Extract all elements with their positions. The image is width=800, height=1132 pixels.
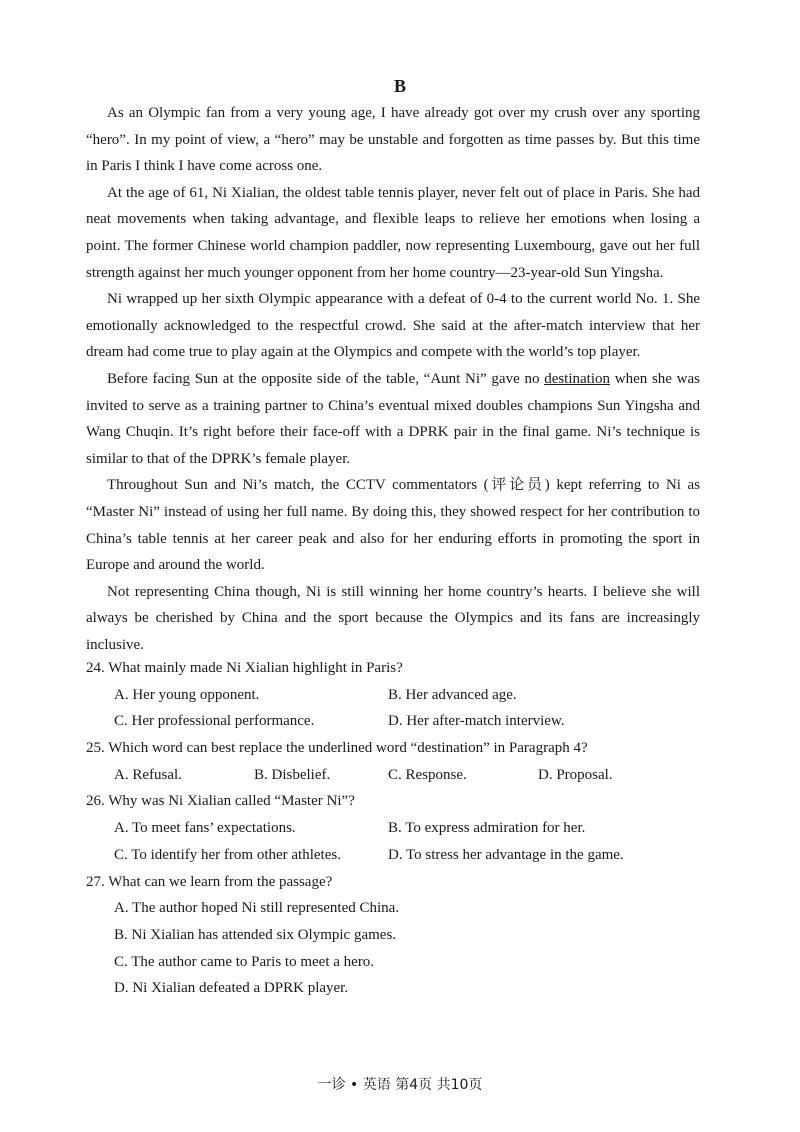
paragraph-6: Not representing China though, Ni is still winning her home country’s hearts. I believe she will always be cherished by China and the sport because the Olympics and its fans are increasingly inclusive. (86, 583, 700, 653)
question-list (86, 655, 700, 1002)
underlined-word: destination (544, 370, 611, 387)
question-26 (86, 788, 700, 868)
section-title: B (393, 76, 406, 96)
paragraph-5: Throughout Sun and Ni’s match, the CCTV commentators (评论员) kept referring to Ni as “Master Ni” instead of using her full name. By doing this, they showed respect for her contribution to China’s table tennis at her career peak and also for her enduring efforts in promoting the sport in Europe and around the world. (86, 477, 700, 574)
option-a[interactable]: A. To meet fans’ expectations. (114, 820, 296, 837)
paragraph-4-text-a: Before facing Sun at the opposite side of the table, “Aunt Ni” gave no (107, 370, 545, 387)
option-b[interactable]: B. Her advanced age. (388, 686, 517, 703)
option-c[interactable]: C. To identify her from other athletes. (114, 846, 341, 863)
reading-passage (86, 100, 700, 658)
paragraph-3: Ni wrapped up her sixth Olympic appearance with a defeat of 0-4 to the current world No. 1. She emotionally acknowledged to the respectful crowd. She said at the after-match interview that her dream had come true to play again at the Olympics and compete with the world’s top player. (86, 291, 700, 361)
paragraph-4 (86, 366, 700, 472)
option-d[interactable]: D. To stress her advantage in the game. (388, 846, 624, 863)
option-row (86, 922, 700, 949)
question-27 (86, 869, 700, 1002)
paragraph-1: As an Olympic fan from a very young age, I have already got over my crush over any sporting “hero”. In my point of view, a “hero” may be unstable and forgotten as time passes by. But this time in Paris I think I have come across one. (86, 105, 700, 175)
question-stem: 26. Why was Ni Xialian called “Master Ni”? (86, 793, 355, 810)
option-row (86, 842, 700, 869)
option-d[interactable]: D. Her after-match interview. (388, 713, 565, 730)
page-footer: 一诊 • 英语 第4页 共10页 (317, 1077, 483, 1093)
option-a[interactable]: A. The author hoped Ni still represented China. (114, 900, 400, 917)
option-c[interactable]: C. Her professional performance. (114, 713, 315, 730)
question-stem: 25. Which word can best replace the underlined word “destination” in Paragraph 4? (86, 740, 588, 757)
option-b[interactable]: B. To express admiration for her. (388, 820, 586, 837)
option-a[interactable]: A. Refusal. (114, 766, 182, 783)
question-stem: 24. What mainly made Ni Xialian highlight in Paris? (86, 660, 403, 676)
option-c[interactable]: C. The author came to Paris to meet a hero. (114, 953, 375, 970)
option-d[interactable]: D. Proposal. (538, 766, 613, 783)
option-row (86, 949, 700, 976)
question-25 (86, 735, 700, 788)
option-row (86, 975, 700, 1002)
option-row (86, 762, 700, 789)
paragraph-2: At the age of 61, Ni Xialian, the oldest table tennis player, never felt out of place in Paris. She had neat movements when taking advantage, and flexible leaps to relieve her emotions when losing a point. The former Chinese world champion paddler, now representing Luxembourg, gave out her full strength against her much younger opponent from her home country—23-year-old Sun Yingsha. (86, 184, 700, 281)
option-d[interactable]: D. Ni Xialian defeated a DPRK player. (114, 980, 349, 997)
option-row (86, 895, 700, 922)
option-row (86, 815, 700, 842)
option-a[interactable]: A. Her young opponent. (114, 686, 260, 703)
question-24 (86, 655, 700, 735)
option-b[interactable]: B. Ni Xialian has attended six Olympic games. (114, 926, 397, 943)
paragraph-4-text-b: when she was invited to serve as a training partner to China’s eventual mixed doubles champions Sun Yingsha and Wang Chuqin. It’s right before their face-off with a DPRK pair in the final game. Ni’s technique is similar to that of the DPRK’s female player. (86, 370, 700, 467)
question-stem: 27. What can we learn from the passage? (86, 873, 333, 890)
option-row (86, 708, 700, 735)
option-row (86, 682, 700, 709)
option-c[interactable]: C. Response. (388, 766, 467, 783)
option-b[interactable]: B. Disbelief. (254, 766, 331, 783)
